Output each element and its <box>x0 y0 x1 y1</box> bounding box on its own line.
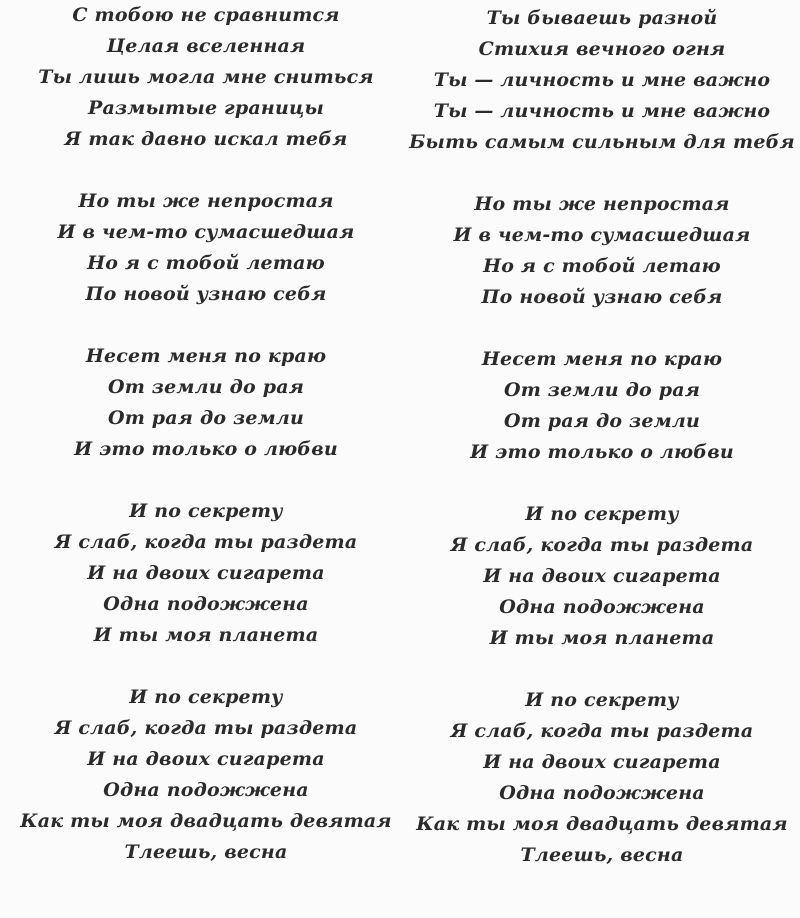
lyric-line: От рая до земли <box>107 407 305 429</box>
lyric-line: И в чем-то сумасшедшая <box>57 221 355 243</box>
lyric-line: Одна подожжена <box>103 779 309 801</box>
lyric-line: И на двоих сигарета <box>87 748 325 770</box>
lyric-line: И по секрету <box>525 503 679 525</box>
stanza <box>402 685 800 871</box>
lyric-line: Но ты же непростая <box>78 190 334 212</box>
lyric-line: Одна подожжена <box>499 596 705 618</box>
lyric-line: И на двоих сигарета <box>87 562 325 584</box>
lyric-line: Размытые границы <box>87 97 324 119</box>
lyric-line: От земли до рая <box>107 376 305 398</box>
lyric-line: По новой узнаю себя <box>85 283 327 305</box>
lyric-line: И на двоих сигарета <box>483 751 721 773</box>
lyric-line: Тлеешь, весна <box>520 844 684 866</box>
lyric-line: Быть самым сильным для тебя <box>409 131 795 153</box>
lyric-line: Но я с тобой летаю <box>87 252 325 274</box>
lyric-line: Ты лишь могла мне сниться <box>38 66 374 88</box>
lyric-line: И ты моя планета <box>489 627 715 649</box>
lyric-line: Но я с тобой летаю <box>483 255 721 277</box>
lyric-line: И по секрету <box>525 689 679 711</box>
lyric-line: И по секрету <box>129 500 283 522</box>
lyric-line: Одна подожжена <box>103 593 309 615</box>
lyric-line: Ты — личность и мне важно <box>433 69 771 91</box>
lyric-line: От рая до земли <box>503 410 701 432</box>
lyric-line: Как ты моя двадцать девятая <box>416 813 788 835</box>
right-lyrics-column <box>402 3 800 902</box>
lyric-line: И это только о любви <box>470 441 734 463</box>
stanza <box>402 344 800 468</box>
lyric-line: Одна подожжена <box>499 782 705 804</box>
lyric-line: И по секрету <box>129 686 283 708</box>
stanza <box>6 0 406 155</box>
lyric-line: И ты моя планета <box>93 624 319 646</box>
lyric-line: Тлеешь, весна <box>124 841 288 863</box>
lyric-line: И в чем-то сумасшедшая <box>453 224 751 246</box>
lyric-line: Я слаб, когда ты раздета <box>450 534 754 556</box>
lyric-line: Я слаб, когда ты раздета <box>450 720 754 742</box>
stanza <box>6 186 406 310</box>
stanza <box>6 496 406 651</box>
stanza <box>402 3 800 158</box>
stanza <box>6 682 406 868</box>
lyric-line: От земли до рая <box>503 379 701 401</box>
lyric-line: Как ты моя двадцать девятая <box>20 810 392 832</box>
left-lyrics-column <box>6 0 406 899</box>
lyric-line: Стихия вечного огня <box>478 38 726 60</box>
lyric-line: Я слаб, когда ты раздета <box>54 717 358 739</box>
lyric-line: Целая вселенная <box>106 35 306 57</box>
stanza <box>402 499 800 654</box>
lyric-line: Но ты же непростая <box>474 193 730 215</box>
lyric-line: И на двоих сигарета <box>483 565 721 587</box>
stanza <box>402 189 800 313</box>
lyric-line: Несет меня по краю <box>481 348 723 370</box>
stanza <box>6 341 406 465</box>
lyric-line: Несет меня по краю <box>85 345 327 367</box>
lyric-line: С тобою не сравнится <box>72 4 340 26</box>
lyric-line: Ты бываешь разной <box>486 7 718 29</box>
lyric-line: Я так давно искал тебя <box>64 128 348 150</box>
lyric-line: По новой узнаю себя <box>481 286 723 308</box>
lyric-line: И это только о любви <box>74 438 338 460</box>
lyric-line: Я слаб, когда ты раздета <box>54 531 358 553</box>
lyric-line: Ты — личность и мне важно <box>433 100 771 122</box>
